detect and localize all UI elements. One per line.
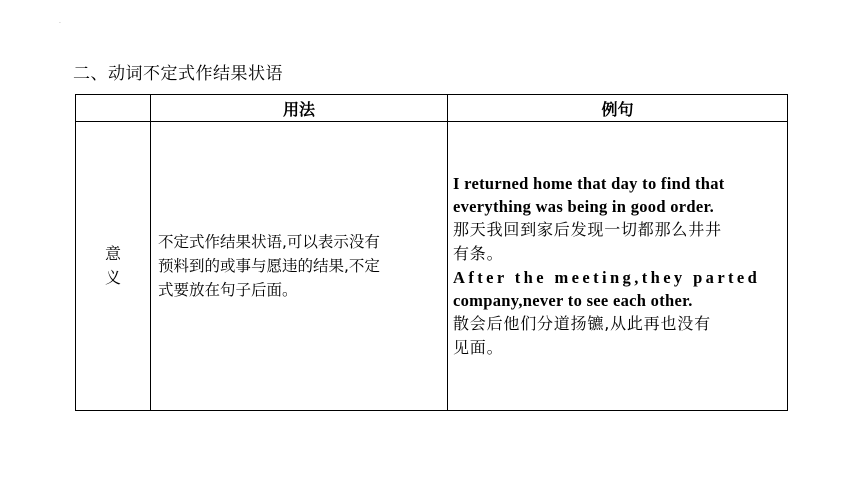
example-cell	[448, 122, 788, 411]
usage-line: 不定式作结果状语,可以表示没有	[158, 233, 380, 251]
row-label-line: 意	[104, 244, 121, 263]
table-header-row	[76, 95, 788, 122]
example-english-line: company,never to see each other.	[453, 291, 693, 310]
usage-line: 式要放在句子后面。	[158, 281, 298, 299]
row-label-line: 义	[104, 268, 121, 287]
example-chinese-line: 有条。	[453, 244, 504, 263]
example-english-line: I returned home that day to find that	[453, 174, 725, 193]
example-chinese-line: 见面。	[453, 338, 504, 357]
section-heading: 二、动词不定式作结果状语	[73, 64, 283, 84]
row-label-cell	[76, 122, 151, 411]
example-chinese-line: 那天我回到家后发现一切都那么井井	[453, 220, 722, 239]
header-cell-example: 例句	[448, 95, 788, 122]
top-mark: ·	[59, 20, 61, 27]
usage-line: 预料到的或事与愿违的结果,不定	[158, 257, 380, 275]
usage-cell	[151, 122, 448, 411]
header-cell-usage: 用法	[151, 95, 448, 122]
table-row	[76, 122, 788, 411]
example-english-line: After the meeting,they parted	[453, 268, 761, 287]
example-english-line: everything was being in good order.	[453, 197, 715, 216]
header-cell-empty	[76, 95, 151, 122]
example-chinese-line: 散会后他们分道扬镳,从此再也没有	[453, 314, 711, 333]
grammar-table	[75, 94, 788, 411]
